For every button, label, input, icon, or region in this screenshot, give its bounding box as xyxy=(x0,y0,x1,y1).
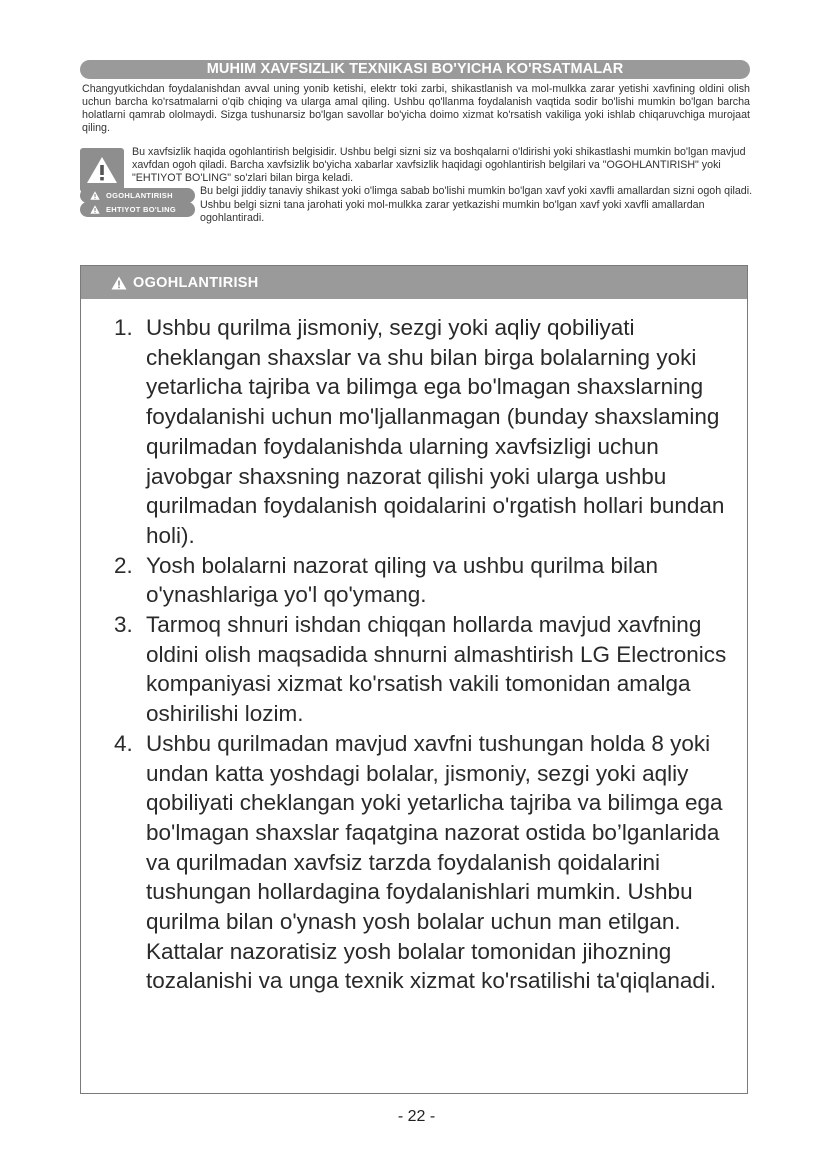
section-title: MUHIM XAVFSIZLIK TEXNIKASI BO'YICHA KO'RSATMALAR xyxy=(80,60,750,79)
warning-triangle-icon xyxy=(111,276,127,290)
list-item-number: 3. xyxy=(114,612,133,638)
safety-symbols-legend xyxy=(80,146,760,225)
list-item-number: 4. xyxy=(114,730,133,756)
warning-symbol-row xyxy=(80,185,760,201)
list-item-text: Ushbu qurilma jismoniy, sezgi yoki aqliy qobiliyati cheklangan shaxslar va shu bilan birga bolalarning yoki yetarlicha tajriba va bilimga ega bo'lmagan shaxslarning foydalanishi uchun mo'ljallanmagan (bunday shaxslaming qurilmadan foydalanishda ularning xavfsizligi uchun javobgar shaxsning nazorat qilishi yoki ularga ushbu qurilmadan foydalanish qoidalarini o'rgatish hollari bundan holi). xyxy=(146,315,725,548)
list-item xyxy=(114,551,727,610)
warning-triangle-icon xyxy=(90,205,100,214)
warning-box-header xyxy=(81,266,747,299)
list-item-text: Yosh bolalarni nazorat qiling va ushbu qurilma bilan o'ynashlariga yo'l qo'ymang. xyxy=(146,552,658,608)
warning-box xyxy=(80,265,748,1094)
warning-list xyxy=(81,299,747,996)
page-number: - 22 - xyxy=(397,1108,436,1125)
list-item-number: 1. xyxy=(114,315,133,340)
caution-symbol-row xyxy=(80,199,760,225)
warning-box-title: OGOHLANTIRISH xyxy=(133,274,259,291)
intro-paragraph: Changyutkichdan foydalanishdan avval uning yonib ketishi, elektr toki zarbi, shikastlanish va mol-mulkka zarar yetishi xavfining oldini olish uchun barcha ko'rsatmalarni o'qib chiqing va ularga amal qiling. Ushbu qo'llanma foydalanish vaqtida sodir bo'lishi mumkin bo'lgan barcha holatlarni qamrab ololmaydi. Sizga tushunarsiz bo'lgan savollar bo'yicha doimo xizmat ko'rsatish vakiliga yoki ishlab chiqaruvchiga murojaat qiling. xyxy=(82,83,750,134)
list-item xyxy=(114,729,727,996)
list-item xyxy=(114,610,727,729)
safety-alert-description: Bu xavfsizlik haqida ogohlantirish belgisidir. Ushbu belgi sizni siz va boshqalarni o'ldirishi yoki shikastlashi mumkin bo'lgan mavjud xavfdan ogoh qiladi. Barcha xavfsizlik bo'yicha xabarlar xavfsizlik haqidagi ogohlantirish belgilari va "OGOHLANTIRISH" yoki "EHTIYOT BO'LING" so'zlari bilan birga keladi. xyxy=(132,146,746,184)
list-item-text: Tarmoq shnuri ishdan chiqqan hollarda mavjud xavfning oldini olish maqsadida shnurni almashtirish LG Electronics kompaniyasi xizmat ko'rsatish vakili tomonidan amalga oshirilishi lozim. xyxy=(146,612,727,727)
warning-badge-description: Bu belgi jiddiy tanaviy shikast yoki o'limga sabab bo'lishi mumkin bo'lgan xavf yoki xavfli amallardan sizni ogoh qiladi. xyxy=(200,185,753,198)
safety-alert-row xyxy=(80,146,760,184)
list-item-text: Ushbu qurilmadan mavjud xavfni tushungan holda 8 yoki undan katta yoshdagi bolalar, jismoniy, sezgi yoki aqliy qobiliyati cheklangan yoki yetarlicha tajriba va bilimga ega bo'lmagan shaxslar faqatgina nazorat ostida bo’lganlarida va qurilmadan xavfsiz tarzda foydalanish qoidalarini tushungan hollardagina foydalanishlari mumkin. Ushbu qurilma bilan o'ynash yosh bolalar uchun man etilgan. Kattalar nazoratisiz yosh bolalar tomonidan jihozning tozalanishi va unga texnik xizmat ko'rsatilishi ta'qiqlanadi. xyxy=(146,730,723,994)
warning-badge-label: OGOHLANTIRISH xyxy=(106,191,173,201)
caution-badge-label: EHTIYOT BO'LING xyxy=(106,205,177,215)
list-item-number: 2. xyxy=(114,552,133,578)
caution-badge-description: Ushbu belgi sizni tana jarohati yoki mol-mulkka zarar yetkazishi mumkin bo'lgan xavf yoki xavfli amallardan ogohlantiradi. xyxy=(200,199,705,224)
caution-badge xyxy=(80,202,195,217)
list-item xyxy=(114,313,727,551)
